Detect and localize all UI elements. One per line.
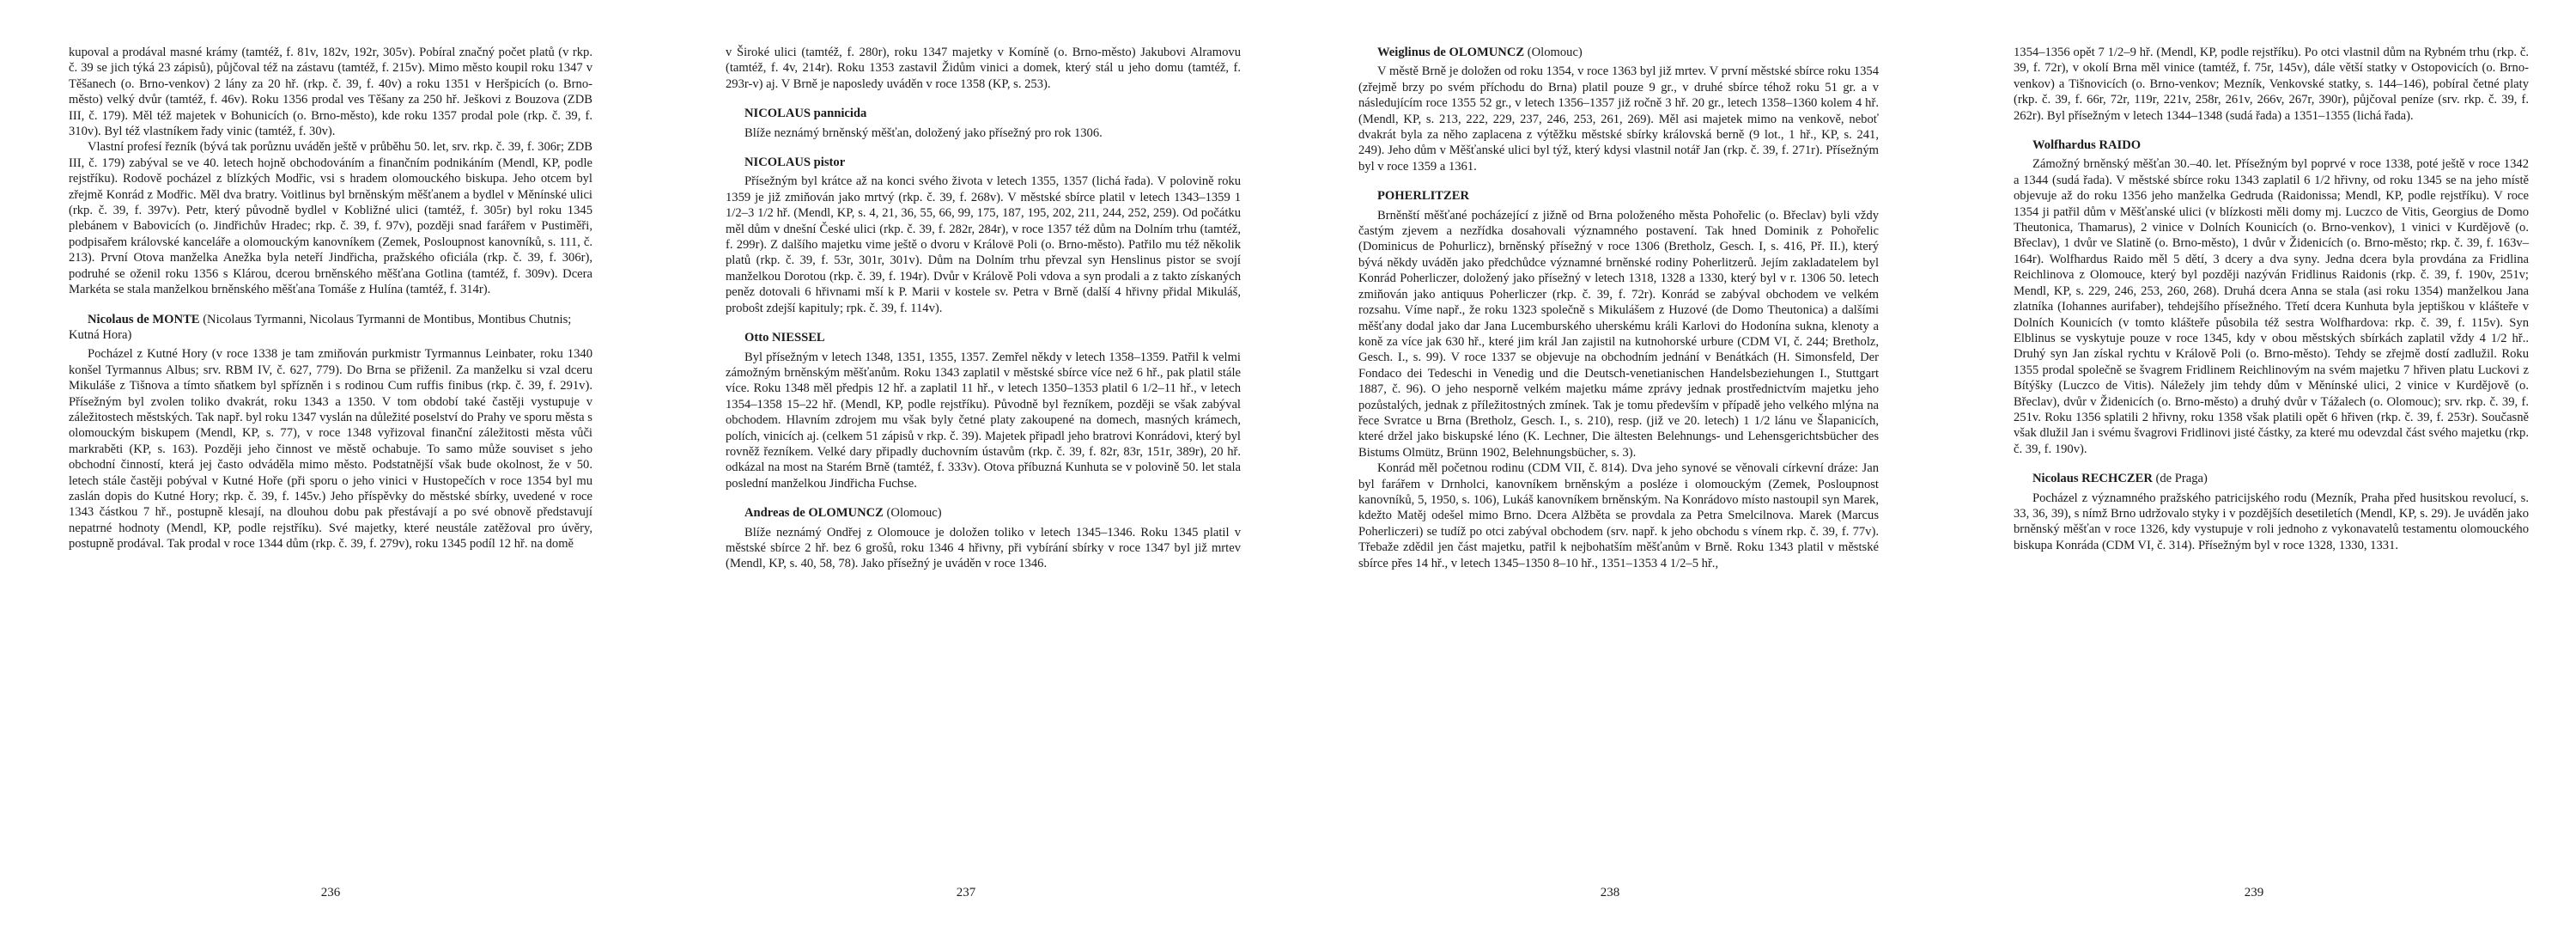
entry-heading [2014, 471, 2529, 486]
page-text [1358, 45, 1879, 571]
page-text [726, 45, 1241, 572]
body-paragraph: v Široké ulici (tamtéž, f. 280r), roku 1347 majetky v Komíně (o. Brno-město) Jakubovi Alramovu (tamtéž, f. 4v, 214r). Roku 1353 zastavil Židům vinici a domek, který stál u jeho domu (tamtéž, f. 293r-v) aj. V Brně je naposledy uváděn v roce 1358 (KP, s. 253). [726, 46, 1241, 91]
body-paragraph: kupoval a prodával masné krámy (tamtéž, f. 81v, 182v, 192r, 305v). Pobíral značný počet platů (v rkp. č. 39 se jich týká 23 zápisů), půjčoval též na zástavu (tamtéž, f. 215v). Mimo město koupil roku 1347 v Těšanech (o. Brno-venkov) 2 lány za 20 hř. (rkp. č. 39, f. 40v) a roku 1351 v Heršpicích (o. Brno-město) velký dvůr (tamtéž, f. 46v). Roku 1356 prodal ves Těšany za 250 hř. Ješkovi z Bouzova (ZDB III, č. 179). Měl též majetek v Bohunicích (o. Brno-město), kde roku 1357 prodal pole (rkp. č. 39, f. 310v). Byl též vlastníkem řady vinic (tamtéž, f. 30v). [69, 46, 592, 139]
body-paragraph: Blíže neznámý Ondřej z Olomouce je doložen toliko v letech 1345–1346. Roku 1345 platil v městské sbírce 2 hř. bez 6 grošů, roku 1346 4 hřivny, při vybírání sbírky v roce 1347 byl již mrtev (Mendl, KP, s. 40, 58, 78). Jako přísežný je uváděn v roce 1346. [726, 525, 1241, 571]
entry-affiliation: (de Praga) [2152, 472, 2208, 486]
body-paragraph: Přísežným byl krátce až na konci svého života v letech 1355, 1357 (lichá řada). V polovině roku 1359 je již zmiňován jako mrtvý (rkp. č. 39, f. 268v). V městské sbírce platil v letech 1343–1359 1 1/2–3 1/2 hř. (Mendl, KP, s. 4, 21, 36, 55, 66, 99, 175, 187, 195, 202, 211, 244, 252, 259). Od počátku měl dům v dnešní České ulici (rkp. č. 39, f. 282r, 284r), v roce 1357 též dům na Dolním trhu (tamtéž, f. 299r). Z dalšího majetku vime ještě o dvoru v Královë Poli (o. Brno-město). Patřilo mu též několik platů (rkp. č. 39, f. 53r, 301r, 301v). Dům na Dolním trhu převzal syn Henslinus pistor se svojí manželkou Dorotou (rkp. č. 39, f. 194r). Dvůr v Králově Poli vdova a syn prodali a z takto získaných peněz dotovali 6 hřivnami mší k P. Marii v kostele sv. Petra v Brně (další 4 hřivny přidal Mikuláš, proboŝt zdejší kapituly; rpk. č. 39, f. 114v). [726, 174, 1241, 315]
body-paragraph: Zámožný brněnský měšťan 30.–40. let. Přísežným byl poprvé v roce 1338, poté ještě v roce 1342 a 1344 (sudá řada). V městské sbírce roku 1343 zaplatil 6 1/2 hřivny, od roku 1345 se na jeho místě objevuje až do roku 1356 jeho manželka Gedruda (Raidonissa; Mendl, KP, podle rejstříku). V roce 1354 ji patřil dům v Měšťanské ulici (v blízkosti měli domy mj. Luczco de Vitis, Georgius de Domo Theutonica, Thamarus), 2 vinice v Dolních Kounicích (o. Brno-venkov), 1 vinici v Kurdějově (o. Břeclav), 1 dvůr ve Slatině (o. Brno-město), 1 dvůr v Židenicích (o. Brno-město; rkp. č. 39, f. 163v–164r). Wolfhardus Raido měl 5 dětí, 3 dcery a dva syny. Jedna dcera byla provdána za Fridlina Reichlinova z Olomouce, který byl později nazýván Fridlinus Raidonis (rkp. č. 39, f. 190v, 251v; Mendl, KP, s. 229, 246, 253, 260, 268). Druhá dcera Anna se stala (asi roku 1354) manželkou Jana zlatníka (Iohannes aurifaber), tehdejšího přísežného. Třetí dcera Kunhuta byla jeptiškou v klášteře v Dolních Kounicích (v tomto klášteře působila též sestra Wolfhardova: rkp. č. 39, f. 115v). Syn Elblinus se vyskytuje pouze v roce 1345, kdy v obou městských sbírkách zaplatil vždy 4 1/2 hř.. Druhý syn Jan získal rychtu v Králově Poli (o. Brno-město). Tehdy se zřejmě dostí zadlužil. Roku 1355 prodal společně se švagrem Fridlinem Reichlinovým na svém majetku 7 hřiven platu Luckovi z Bítýšky (Luczco de Vitis). Náležely jim tehdy dům v Měnínské ulici, 2 vinice v Kurdějově (o. Břeclav), dvůr v Židenicích (o. Brno-město) a druhý dvůr v Tážalech (o. Olomouc); srv. rkp. č. 39, f. 251v. Roku 1356 splatili 2 hřivny, roku 1358 však platili opět 6 hřiven (rkp. č. 39, f. 253r). Současně však dlužil Jan i svému švagrovi Fridlinovi jisté částky, za které mu odevzdal část svého majetku (rkp. č. 39, f. 190v). [2014, 157, 2529, 456]
entry-heading [726, 505, 1241, 521]
page-239 [1932, 0, 2576, 933]
entry-name: Nicolaus de MONTE [88, 312, 200, 326]
entry-heading [69, 312, 592, 344]
entry-heading [1358, 188, 1879, 204]
page-number: 238 [1600, 886, 1620, 899]
page-number: 239 [2244, 886, 2264, 899]
body-paragraph: Pocházel z významného pražského patricijského rodu (Mezník, Praha před husitskou revolucí, s. 33, 36, 39), s nímž Brno udržovalo styky i v pozdějších desetiletích (Mendl, KP, s. 29). Je uváděn jako brněnský měšťan v roce 1326, kdy vystupuje v roli jednoho z vykonavatelů testamentu olomouckého biskupa Konráda (CDM VI, č. 314). Přísežným byl v roce 1328, 1330, 1331. [2014, 491, 2529, 552]
body-paragraph: V městě Brně je doložen od roku 1354, v roce 1363 byl již mrtev. V první městské sbírce roku 1354 (zřejmě brzy po svém příchodu do Brna) platil pouze 9 gr., v druhé sbírce téhož roku 51 gr. a v následujícím roce 1355 52 gr., v letech 1356–1357 již ročně 3 hř. 20 gr., letech 1358–1360 kolem 4 hř. (Mendl, KP, s. 213, 222, 229, 237, 246, 253, 261, 269). Měl asi majetek mimo na venkově, neboť dvakrát byla za něho zaplacena z výtěžku městské sbírky královská berně (9 lot., 1 hř., KP, s. 241, 249). Jeho dům v Měšťanské ulici byl týž, který kdysi vlastnil notář Jan (rkp. č. 39, f. 271r). Přísežným byl v roce 1359 a 1361. [1358, 64, 1879, 174]
entry-name: NICOLAUS pistor [744, 156, 846, 170]
entry-name: Nicolaus RECHCZER [2032, 472, 2153, 486]
page-text [69, 45, 592, 552]
entry-name: Andreas de OLOMUNCZ [744, 506, 884, 521]
entry-heading [726, 155, 1241, 170]
body-paragraph: Pocházel z Kutné Hory (v roce 1338 je tam zmiňován purkmistr Tyrmannus Leinbater, roku 1340 konšel Tyrmannus Albus; srv. RBM IV, č. 627, 779). Do Brna se přiženil. Za manželku si vzal dceru Mikuláše z Tišnova a tímto sňatkem byl spřízněn i s rodinou Cum ruffis finibus (rkp. č. 39, f. 291v). Přísežným byl zvolen toliko dvakrát, roku 1343 a 1350. V tom období také častěji vystupuje v záležitostech městských. Tak např. byl roku 1347 vyslán na důležité poselství do Prahy ve sporu města s olomouckým biskupem (Mendl, KP, s. 77), v roce 1348 vyřizoval finanční záležitosti města vůči markraběti (KP, s. 163). Později jeho činnost ve městě ochabuje. To samo může souviset s jeho obchodní činností, která jej často odváděla mimo město. Podstatnější však bude okolnost, že v 50. letech stále častěji pobýval v Kutné Hoře (při sporu o jeho vinici v Hustopečích v roce 1354 byl mu zaslán dopis do Kutné Hory; rkp. č. 39, f. 145v.) Jeho příspěvky do městské sbírky, uvedené v roce 1343 částkou 7 hř., postupně klesají, na dlouhou dobu pak přestávají a po své obnově představují nepatrné hodnoty (Mendl, KP, podle rejstříku). Své majetky, které neustále zatěžoval pro úvěry, postupně prodával. Tak prodal v roce 1344 dům (rkp. č. 39, f. 279v), roku 1345 podíl 12 hř. na domě [69, 347, 592, 552]
body-paragraph: Vlastní profesí řezník (bývá tak porůznu uváděn ještě v průběhu 50. let, srv. rkp. č. 39, f. 306r; ZDB III, č. 179) zabýval se ve 40. letech hojně obchodováním a finančním podnikáním (Mendl, KP, podle rejstříku). Rodově pocházel z blízkých Modřic, vsi s hradem olomouckého biskupa. Jeho otcem byl zřejmě Konrád z Modřic. Měl dva bratry. Voitlinus byl brněnským měšťanem a bydlel v Měnínské ulici (rkp. č. 39, f. 397v). Petr, který původně bydlel v Kobližné ulici (tamtéž, f. 305r) byl roku 1345 plebánem v Babovicích (o. Jindřichův Hradec; rkp. č. 39, f. 97v), později snad farářem v Pustiměři, podpisařem královské kanceláře a olomouckým kanovníkem (Zemek, Posloupnost kanovníků, s. 111, č. 213). První Otova manželka Anežka byla neteří Jindřicha, pražského oficiála (rkp. č. 39, f. 306r), podruhé se oženil roku 1356 s Klárou, dcerou brněnského měšťana Gotlina (tamtéž, f. 309v). Dcera Markéta se stala manželkou brněnského měšťana Tomáše z Hulína (tamtéž, f. 314r). [69, 140, 592, 297]
entry-name: POHERLITZER [1377, 189, 1470, 204]
page-number: 236 [320, 886, 341, 899]
entry-affiliation: (Nicolaus Tyrmanni, Nicolaus Tyrmanni de Montibus, Montibus Chutnis; Kutná Hora) [69, 312, 572, 342]
entry-affiliation: (Olomouc) [883, 506, 942, 521]
entry-affiliation: (Olomouc) [1524, 46, 1583, 59]
body-paragraph: Byl přísežným v letech 1348, 1351, 1355, 1357. Zemřel někdy v letech 1358–1359. Patřil k velmi zámožným brněnským měšťanům. Roku 1343 zaplatil v městské sbírce více než 6 hř., pak platil stále více. Roku 1348 měl předpis 12 hř. a zaplatil 11 hř., v letech 1350–1353 platil 6 1/2–11 hř., v letech 1354–1358 15–22 hř. (Mendl, KP, podle rejstříku). Původně byl řezníkem, později se však zabýval obchodem. Hlavním zdrojem mu však byly četné platy zakoupené na domech, masných krámech, polích, vinicích aj. (celkem 51 zápisů v rkp. č. 39). Majetek připadl jeho bratrovi Konrádovi, který byl rovněž řezníkem. Velké dary připadly duchovním ústavům (rkp. č. 39, f. 82r, 83r, 151r, 389r), 20 hř. odkázal na most na Starém Brně (tamtéž, f. 333v). Otova příbuzná Kunhuta se v polovině 50. let stala poslední manželkou Jindřicha Fuchse. [726, 350, 1241, 491]
page-238 [1288, 0, 1932, 933]
entry-heading [2014, 137, 2529, 153]
entry-heading [726, 330, 1241, 345]
body-paragraph: Konrád měl početnou rodinu (CDM VII, č. 814). Dva jeho synové se věnovali církevní dráze: Jan byl farářem v Drnholci, kanovníkem brněnským a posléze i olomouckým (Zemek, Posloupnost kanovníků, 5, 1950, s. 106), Lukáš kanovníkem brněnským. Na Konrádovo místo nastoupil syn Marek, kdežto Matěj odešel mimo Brno. Dcera Alžběta se provdala za Petra Smelcilnova. Marek (Marcus Poherliczeri) se tudíž po otci zabýval obchodem (srv. např. k jeho obchodu s vínem rkp. č. 39, f. 77v). Třebaže zdědil jen část majetku, patřil k nejbohatším měšťanům v Brně. Roku 1343 platil v městské sbírce přes 14 hř., v letech 1345–1350 8–10 hř., 1351–1353 4 1/2–5 hř., [1358, 461, 1879, 570]
entry-heading [726, 106, 1241, 121]
entry-heading [1358, 45, 1879, 60]
entry-name: Otto NIESSEL [744, 331, 825, 345]
entry-name: Weiglinus de OLOMUNCZ [1377, 46, 1525, 59]
page-text [2014, 45, 2529, 553]
entry-name: Wolfhardus RAIDO [2032, 138, 2142, 153]
page-237 [644, 0, 1288, 933]
body-paragraph: 1354–1356 opět 7 1/2–9 hř. (Mendl, KP, podle rejstříku). Po otci vlastnil dům na Rybném trhu (rkp. č. 39, f. 72r), v okolí Brna měl vinice (tamtéž, f. 75r, 145v), dále větší statky v Ostopovicích (o. Brno-venkov) a Tišnovicích (o. Brno-venkov; Mezník, Venkovské statky, s. 144–146), pobíral četné platy (rkp. č. 39, f. 66r, 72r, 119r, 221v, 258r, 261v, 266v, 267r, 390r), půjčoval peníze (srv. rkp. č. 39, f. 262r). Byl přísežným v letech 1344–1348 (sudá řada) a 1351–1355 (lichá řada). [2014, 46, 2529, 123]
body-paragraph: Blíže neznámý brněnský měšťan, doložený jako přísežný pro rok 1306. [744, 125, 1103, 140]
page-236 [0, 0, 644, 933]
entry-name: NICOLAUS pannicida [744, 107, 867, 121]
page-number: 237 [956, 886, 976, 899]
body-paragraph: Brněnští měšťané pocházející z jižně od Brna položeného města Pohořelic (o. Břeclav) byli vždy častým zjevem a nezřídka dosahovali významného postavení. Tak hned Dominik z Pohořelic (Dominicus de Pohurlicz), brněnský přísežný v roce 1306 (Bretholz, Gesch. I, s. 416, Př. II.), který bývá někdy uváděn jako předchůdce významné brněnské rodiny Poherlitzerů. Jejím zakladatelem byl Konrád Poherliczer, doložený jako přísežný v letech 1318, 1328 a 1330, který byl v r. 1306 50. letech zmiňován jako antiquus Poherliczer (rkp. č. 39, f. 72r). Konrád se zabýval obchodem ve velkém rozsahu. Víme např., že roku 1323 společně s Mikulášem z Huzové (de Domo Theutonica) a dalšími měšťany dodal jako dar Jana Lucemburského uherskému králi Karlovi do Hodonína sukna, klenoty a koně za více jak 630 hř., které jim král Jan zajistil na kutnohorské urbure (CDM VI, č. 244; Bretholz, Gesch. I., s. 99). V roce 1337 se objevuje na obchodním jednání v Benátkách (H. Simonsfeld, Der Fondaco dei Tedeschi in Venedig und die Deutsch-venetianischen Handelsbeziehungen I., Stuttgart 1887, č. 96). O jeho nesporně velkém majetku máme zprávy jednak prostřednictvím majetku jeho pozůstalých, jednak z příležitostných zmínek. Tak je tomu především v případě jeho velkého mlýna na řece Svratce u Brna (Bretholz, Gesch. I., s. 210), resp. (již ve 20. letech) 1 1/2 lánu ve Šlapanicích, které držel jako biskupské léno (K. Lechner, Die ältesten Belehnungs- und Lehensgerichtsbücher des Bistums Olmütz, Brünn 1902, Belehnungsbücher, s. 3). [1358, 208, 1879, 460]
